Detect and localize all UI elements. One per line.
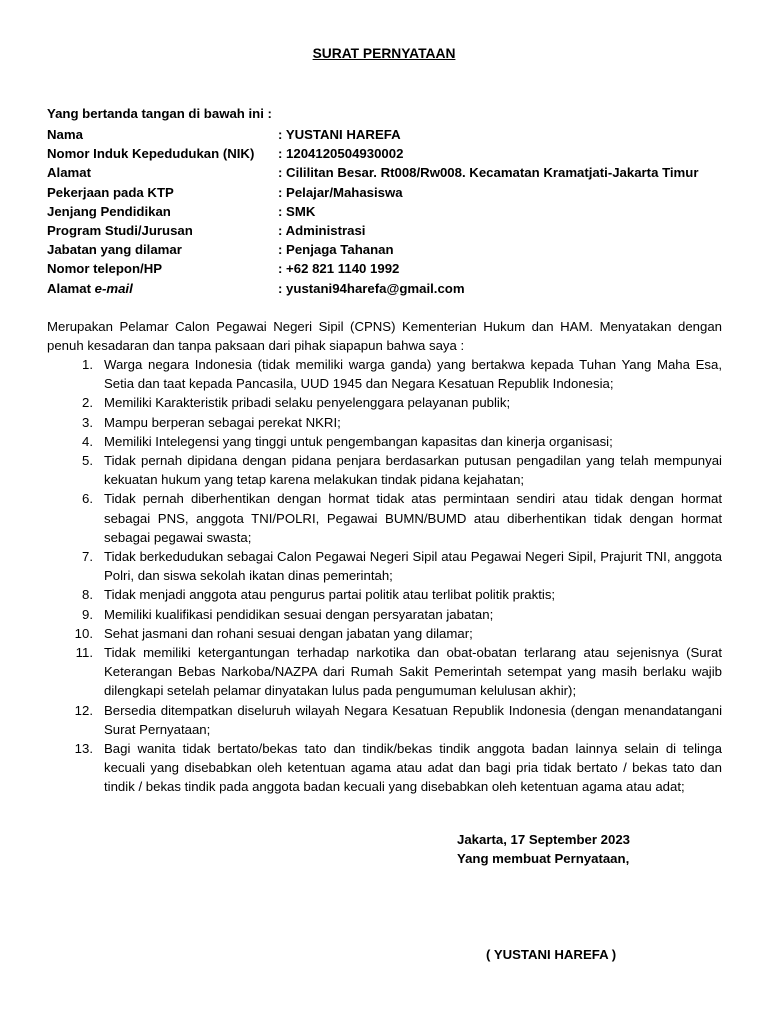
identity-row-email xyxy=(47,279,737,298)
intro-text: Yang bertanda tangan di bawah ini : xyxy=(47,106,272,121)
statement-list xyxy=(47,355,722,797)
list-text: Warga negara Indonesia (tidak memiliki warga ganda) yang bertakwa kepada Tuhan Yang Maha Esa, Setia dan taat kepada Pancasila, UUD 1945 dan Negara Kesatuan Republik Indonesia; xyxy=(104,357,722,392)
signature-block xyxy=(457,830,630,868)
list-number: 4. xyxy=(82,433,93,449)
list-item xyxy=(47,605,722,624)
list-number: 3. xyxy=(82,414,93,430)
list-number: 9. xyxy=(82,606,93,622)
list-text: Memiliki Karakteristik pribadi selaku penyelenggara pelayanan publik; xyxy=(104,395,511,411)
identity-row-nik xyxy=(47,144,737,163)
identity-value: : 1204120504930002 xyxy=(278,146,404,162)
identity-row-major xyxy=(47,221,737,240)
list-text: Bersedia ditempatkan diseluruh wilayah Negara Kesatuan Republik Indonesia (dengan menandatangani Surat Pernyataan; xyxy=(104,702,722,737)
identity-label: Pekerjaan pada KTP xyxy=(47,184,174,200)
list-text: Mampu berperan sebagai perekat NKRI; xyxy=(104,414,341,430)
list-number: 11. xyxy=(75,645,93,661)
identity-value: : Pelajar/Mahasiswa xyxy=(278,184,403,200)
identity-row-name xyxy=(47,125,737,144)
list-number: 13. xyxy=(74,741,93,757)
list-number: 7. xyxy=(82,549,93,565)
identity-value: : Administrasi xyxy=(278,222,366,238)
document-title: SURAT PERNYATAAN xyxy=(312,46,456,61)
list-item xyxy=(47,739,722,797)
list-text: Bagi wanita tidak bertato/bekas tato dan tindik/bekas tindik anggota badan lainnya selain di telinga kecuali yang disebabkan oleh ketentuan agama atau adat dan bagi pria tidak bertato / bekas tato dan tindik / bekas tindik pada anggota badan kecuali yang disebabkan oleh ketentuan agama atau adat; xyxy=(104,741,722,795)
list-number: 1. xyxy=(82,357,93,372)
list-number: 12. xyxy=(74,702,93,718)
list-text: Memiliki Intelegensi yang tinggi untuk pengembangan kapasitas dan kinerja organisasi; xyxy=(104,433,613,449)
identity-value: : SMK xyxy=(278,203,316,219)
statement-paragraph: Merupakan Pelamar Calon Pegawai Negeri Sipil (CPNS) Kementerian Hukum dan HAM. Menyatakan dengan penuh kesadaran dan tanpa paksaan dari pihak siapapun bahwa saya : xyxy=(47,319,722,354)
list-item xyxy=(47,451,722,489)
list-text: Tidak berkedudukan sebagai Calon Pegawai Negeri Sipil atau Pegawai Negeri Sipil, Prajurit TNI, anggota Polri, dan siswa sekolah ikatan dinas pemerintah; xyxy=(104,549,722,584)
identity-row-address xyxy=(47,163,737,182)
identity-label: Jenjang Pendidikan xyxy=(47,203,171,219)
list-number: 8. xyxy=(82,587,93,603)
identity-label: Alamat xyxy=(47,165,91,181)
list-number: 5. xyxy=(82,453,93,469)
identity-row-phone xyxy=(47,259,737,278)
identity-value: : yustani94harefa@gmail.com xyxy=(278,280,465,296)
list-item xyxy=(47,701,722,739)
identity-value: : Cililitan Besar. Rt008/Rw008. Kecamatan Kramatjati-Jakarta Timur xyxy=(278,165,699,181)
identity-label: Jabatan yang dilamar xyxy=(47,242,182,258)
identity-table xyxy=(47,125,737,298)
list-item xyxy=(47,624,722,643)
list-item xyxy=(47,432,722,451)
list-text: Tidak menjadi anggota atau pengurus partai politik atau terlibat politik praktis; xyxy=(104,587,556,603)
list-text: Memiliki kualifikasi pendidikan sesuai dengan persyaratan jabatan; xyxy=(104,606,494,622)
list-item xyxy=(47,643,722,701)
list-text: Tidak pernah dipidana dengan pidana penjara berdasarkan putusan pengadilan yang telah mempunyai kekuatan hukum yang tetap karena melakukan tindak pidana kejahatan; xyxy=(104,453,722,488)
list-item xyxy=(47,393,722,412)
signer-name: ( YUSTANI HAREFA ) xyxy=(486,947,617,962)
identity-row-occupation xyxy=(47,183,737,202)
identity-label: Program Studi/Jurusan xyxy=(47,222,193,238)
identity-label: Nomor telepon/HP xyxy=(47,261,163,277)
list-text: Sehat jasmani dan rohani sesuai dengan jabatan yang dilamar; xyxy=(104,625,473,641)
identity-value: : Penjaga Tahanan xyxy=(278,242,394,258)
list-number: 6. xyxy=(82,491,93,507)
list-item xyxy=(47,355,722,393)
list-item xyxy=(47,489,722,547)
identity-label: Nama xyxy=(47,127,83,142)
closing-line: Yang membuat Pernyataan, xyxy=(457,851,630,867)
identity-label: Nomor Induk Kepedudukan (NIK) xyxy=(47,146,255,162)
list-number: 2. xyxy=(82,395,93,411)
identity-row-education xyxy=(47,202,737,221)
list-item xyxy=(47,585,722,604)
list-number: 10. xyxy=(74,625,93,641)
list-item xyxy=(47,413,722,432)
identity-value: : YUSTANI HAREFA xyxy=(278,127,401,142)
list-text: Tidak memiliki ketergantungan terhadap narkotika dan obat-obatan terlarang atau sejenisnya (Surat Keterangan Bebas Narkoba/NAZPA dari Rumah Sakit Pemerintah setempat yang masih berlaku wajib dilengkapi setelah pelamar dinyatakan lulus pada pengumuman kelulusan akhir); xyxy=(104,645,722,699)
list-text: Tidak pernah diberhentikan dengan hormat tidak atas permintaan sendiri atau tidak dengan hormat sebagai PNS, anggota TNI/POLRI, Pegawai BUMN/BUMD atau diberhentikan tidak dengan hormat sebagai pegawai swasta; xyxy=(104,491,722,545)
list-item xyxy=(47,547,722,585)
identity-label: Alamat e-mail xyxy=(47,280,133,296)
place-date: Jakarta, 17 September 2023 xyxy=(457,832,631,847)
identity-row-position xyxy=(47,240,737,259)
identity-value: : +62 821 1140 1992 xyxy=(278,261,400,277)
